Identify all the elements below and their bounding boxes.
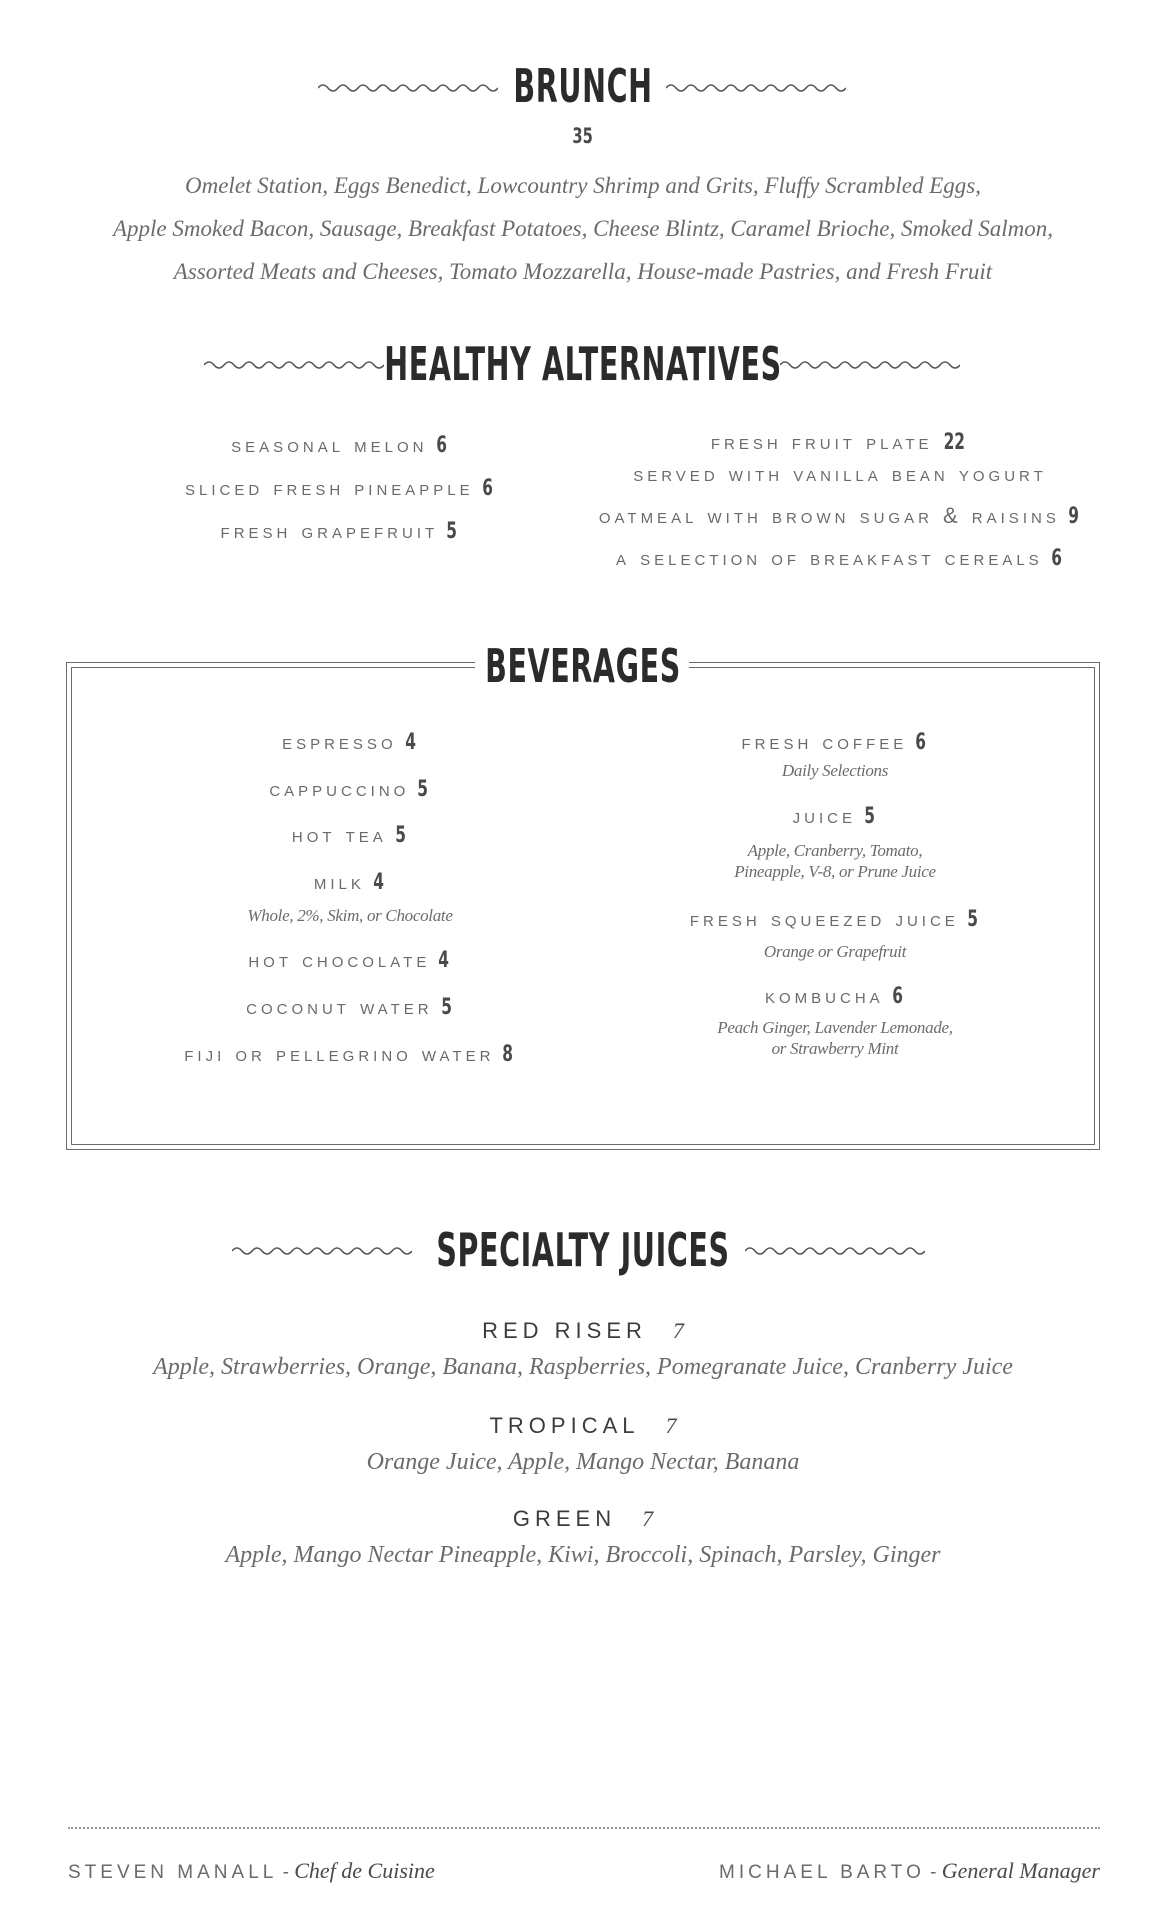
juice-name: RED RISER xyxy=(482,1318,647,1343)
item-description-line: Peach Ginger, Lavender Lemonade, xyxy=(717,1018,953,1037)
menu-item xyxy=(590,545,1090,571)
item-name: hot tea xyxy=(291,822,387,847)
menu-item xyxy=(130,869,570,895)
juice-name: GREEN xyxy=(512,1506,617,1531)
juice-description: Apple, Mango Nectar Pineapple, Kiwi, Broccoli, Spinach, Parsley, Ginger xyxy=(225,1542,941,1568)
item-price: 5 xyxy=(967,907,978,932)
item-description: Whole, 2%, Skim, or Chocolate xyxy=(247,906,453,925)
menu-item xyxy=(130,475,550,501)
menu-item xyxy=(620,803,1050,829)
menu-item xyxy=(620,906,1050,932)
brunch-line: Apple Smoked Bacon, Sausage, Breakfast Potatoes, Cheese Blintz, Caramel Brioche, Smoked Salmon, xyxy=(112,216,1054,241)
item-price: 4 xyxy=(404,730,416,755)
item-price: 6 xyxy=(1050,546,1062,571)
item-name: hot chocolate xyxy=(248,947,431,972)
menu-item xyxy=(130,432,550,458)
menu-item xyxy=(130,518,550,544)
brunch-description xyxy=(0,164,1166,293)
chef-separator: - xyxy=(277,1862,295,1883)
brunch-price: 35 xyxy=(572,124,594,148)
item-name: fresh fruit plate xyxy=(710,429,933,454)
item-name: fresh grapefruit xyxy=(220,518,439,543)
item-price: 6 xyxy=(481,476,493,501)
item-name: juice xyxy=(792,803,857,828)
juice-description: Apple, Strawberries, Orange, Banana, Raspberries, Pomegranate Juice, Cranberry Juice xyxy=(153,1354,1013,1380)
footer-manager xyxy=(719,1858,1100,1884)
menu-item xyxy=(130,994,570,1020)
item-name: espresso xyxy=(282,729,397,754)
specialty-title: SPECIALTY JUICES xyxy=(436,1223,730,1277)
juice-description: Orange Juice, Apple, Mango Nectar, Banana xyxy=(366,1449,800,1475)
wave-ornament-right xyxy=(780,357,960,373)
juice-price: 7 xyxy=(665,1413,677,1438)
item-description: Orange or Grapefruit xyxy=(763,942,907,961)
menu-item xyxy=(130,822,570,848)
item-price: 5 xyxy=(417,777,429,802)
footer-divider xyxy=(68,1827,1100,1829)
chef-name: STEVEN MANALL xyxy=(68,1862,278,1883)
item-name: seasonal melon xyxy=(231,432,428,457)
menu-item xyxy=(130,947,570,973)
item-description-line: Apple, Cranberry, Tomato, xyxy=(747,841,923,860)
brunch-line: Assorted Meats and Cheeses, Tomato Mozzarella, House-made Pastries, and Fresh Fruit xyxy=(173,259,993,284)
manager-separator: - xyxy=(924,1862,942,1883)
item-description-line: or Strawberry Mint xyxy=(771,1039,899,1058)
wave-ornament-right xyxy=(745,1243,925,1259)
menu-item xyxy=(130,729,570,755)
menu-item xyxy=(130,1041,570,1067)
footer-chef xyxy=(68,1858,435,1884)
healthy-title: HEALTHY ALTERNATIVES xyxy=(384,337,782,391)
wave-ornament-right xyxy=(666,80,846,96)
item-name: fiji or pellegrino water xyxy=(184,1041,495,1066)
menu-item xyxy=(130,776,570,802)
item-price: 5 xyxy=(440,995,452,1020)
brunch-line: Omelet Station, Eggs Benedict, Lowcountry Shrimp and Grits, Fluffy Scrambled Eggs, xyxy=(185,173,981,198)
manager-name: MICHAEL BARTO xyxy=(719,1862,925,1883)
item-name: a selection of breakfast cereals xyxy=(615,545,1043,570)
item-price: 6 xyxy=(915,730,927,755)
menu-item xyxy=(590,429,1090,455)
item-price: 5 xyxy=(446,519,458,544)
item-price: 9 xyxy=(1068,504,1079,529)
chef-role: Chef de Cuisine xyxy=(294,1858,435,1883)
menu-item xyxy=(620,983,1050,1009)
brunch-title: BRUNCH xyxy=(513,59,653,113)
item-name: kombucha xyxy=(765,983,884,1008)
juice-price: 7 xyxy=(672,1318,684,1343)
item-price: 8 xyxy=(502,1042,514,1067)
item-price: 22 xyxy=(943,430,965,455)
item-name: oatmeal with brown sugar & raisins xyxy=(598,503,1060,528)
item-price: 5 xyxy=(395,823,406,848)
item-name: cappuccino xyxy=(269,776,410,801)
menu-item xyxy=(590,503,1090,529)
item-description-line: Pineapple, V-8, or Prune Juice xyxy=(734,862,936,881)
item-description xyxy=(620,840,1050,882)
item-description: served with vanilla bean yogurt xyxy=(633,461,1047,486)
item-name: fresh coffee xyxy=(741,729,908,754)
item-price: 5 xyxy=(864,804,876,829)
juice-price: 7 xyxy=(642,1506,654,1531)
item-name: coconut water xyxy=(246,994,433,1019)
juice-name: TROPICAL xyxy=(489,1413,640,1438)
item-price: 4 xyxy=(373,870,384,895)
juice-item xyxy=(0,1506,1166,1532)
item-description xyxy=(620,1017,1050,1059)
menu-item xyxy=(620,729,1050,755)
beverages-title: BEVERAGES xyxy=(485,639,681,693)
item-name: fresh squeezed juice xyxy=(689,906,959,931)
item-price: 6 xyxy=(891,984,903,1009)
juice-item xyxy=(0,1413,1166,1439)
item-price: 4 xyxy=(438,948,450,973)
item-name: sliced fresh pineapple xyxy=(185,475,474,500)
item-name: milk xyxy=(313,869,365,894)
manager-role: General Manager xyxy=(941,1858,1100,1883)
item-price: 6 xyxy=(435,433,447,458)
juice-item xyxy=(0,1318,1166,1344)
item-description: Daily Selections xyxy=(781,761,889,780)
